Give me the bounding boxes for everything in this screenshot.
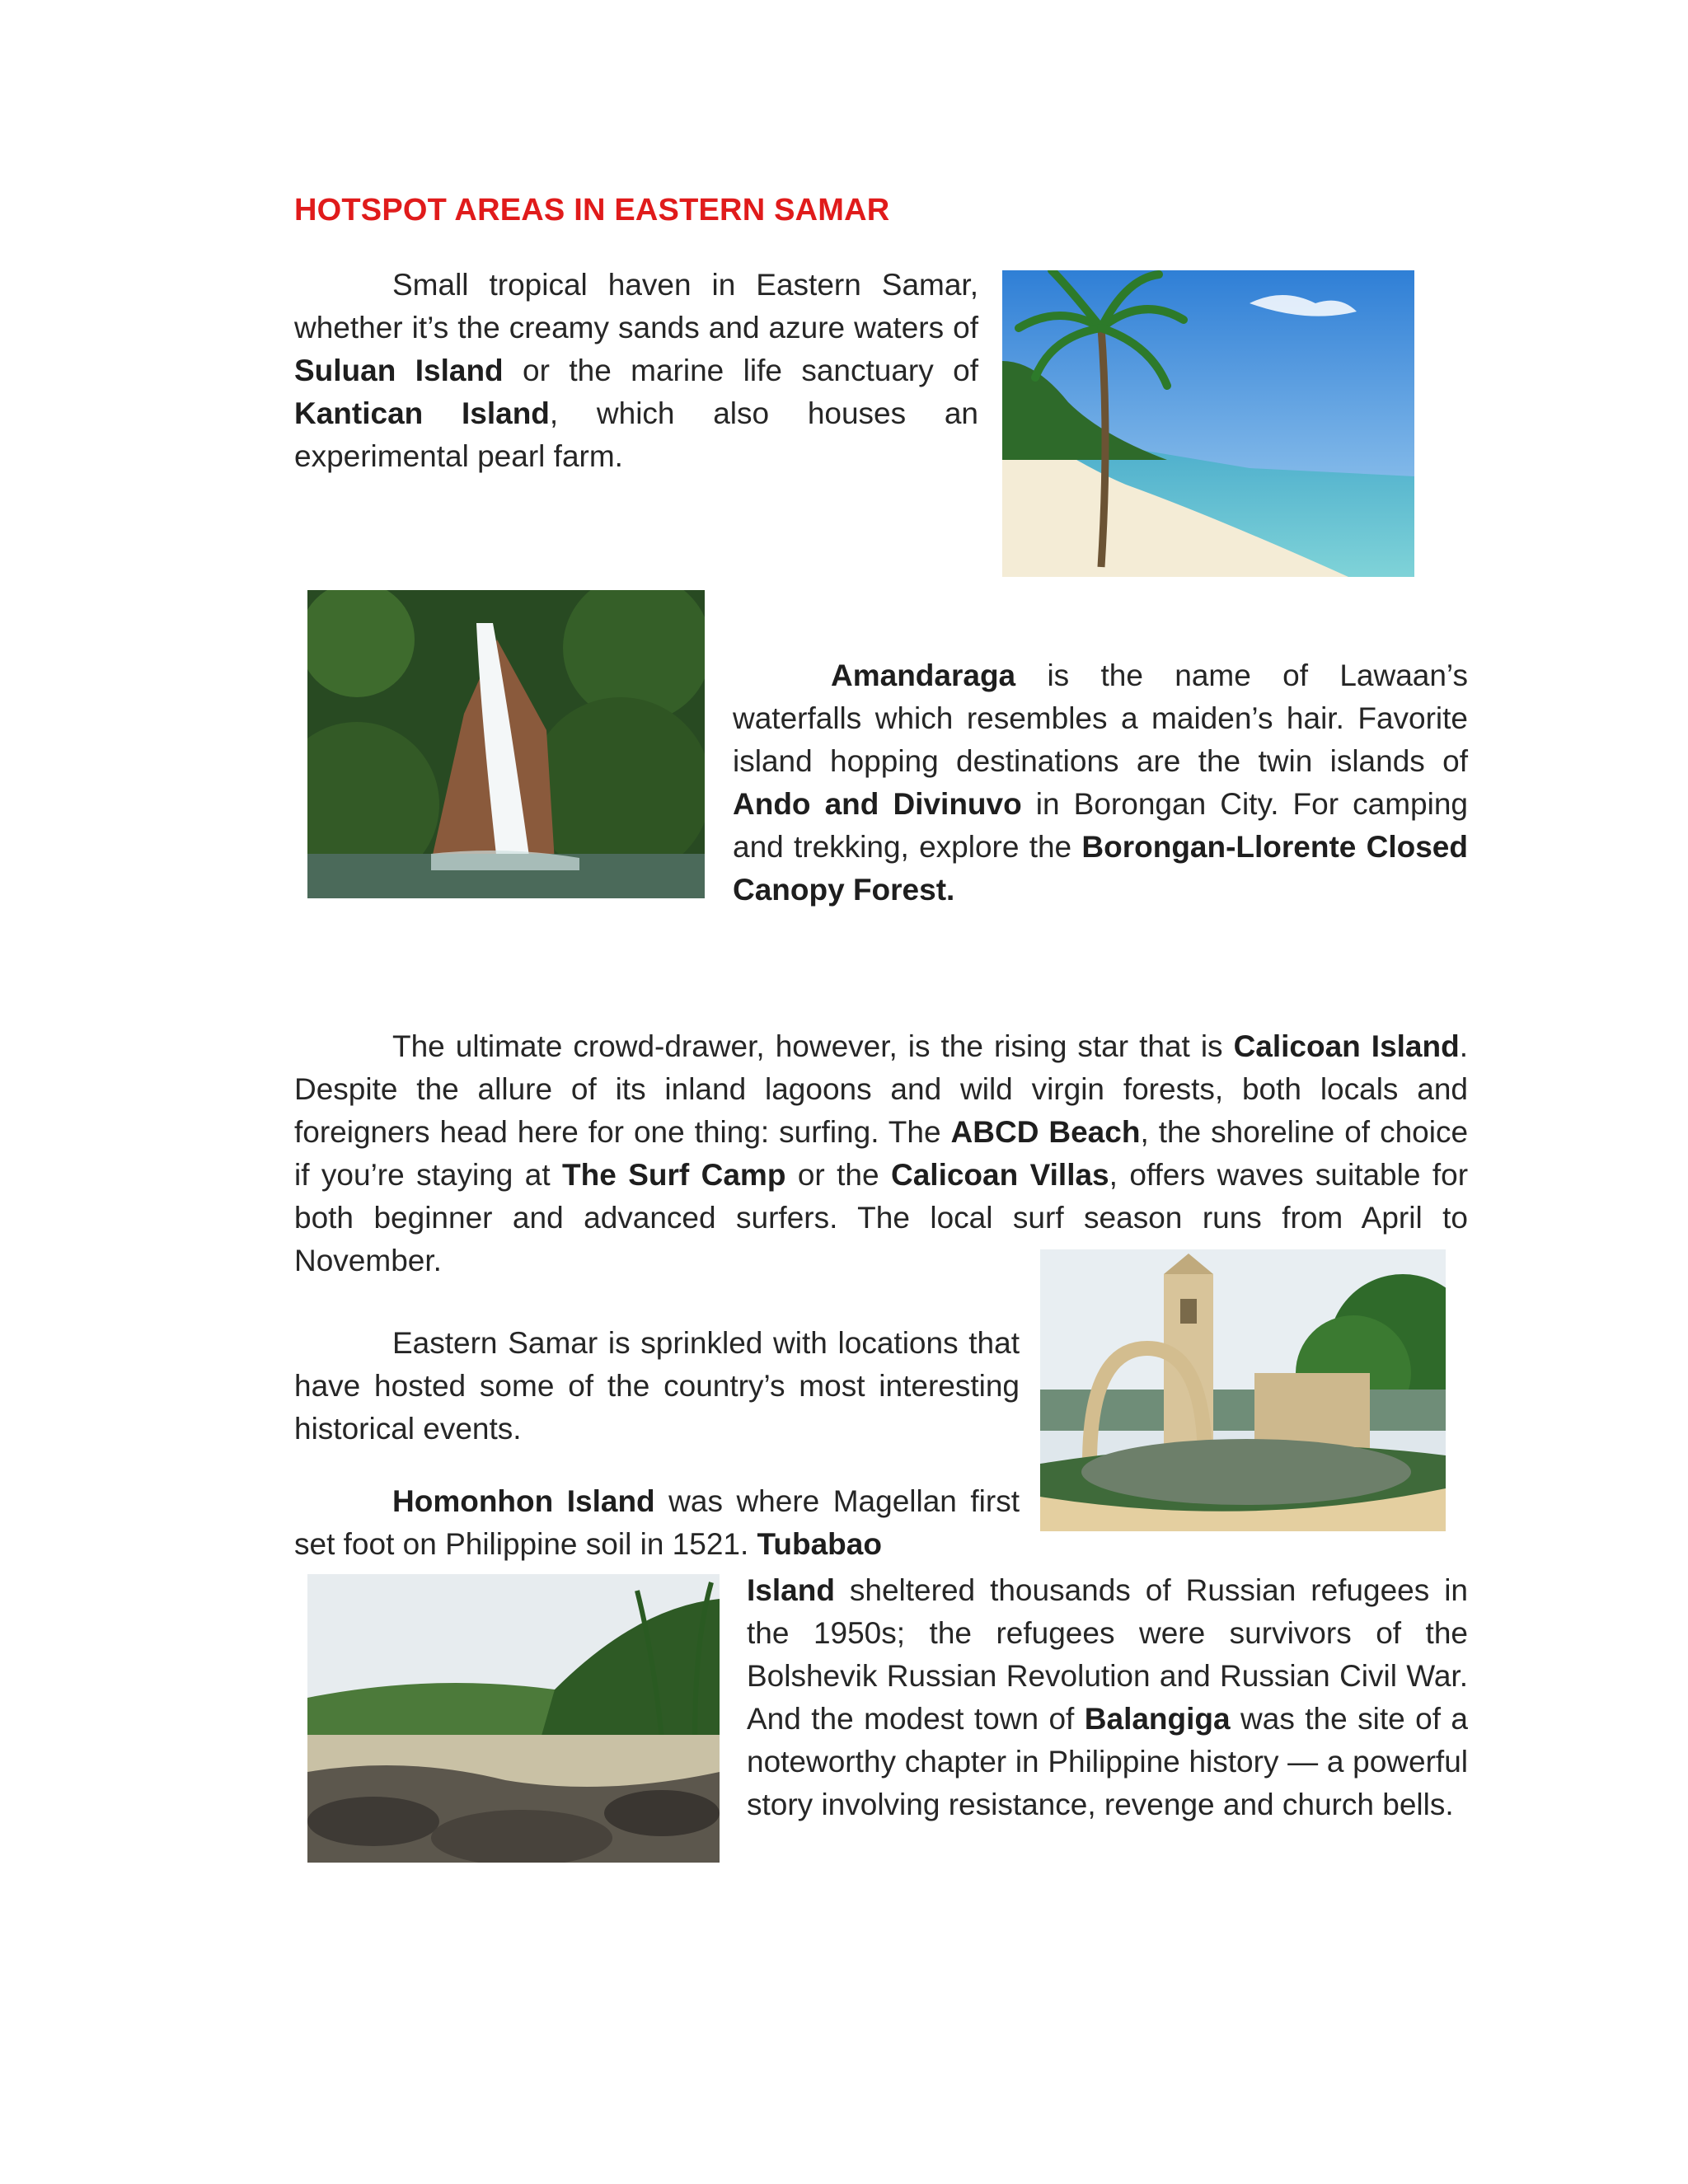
text-run: sheltered thousands of Russian refugees in the 1950s; the refugees were survivors of the Bolshevik Russian Revolution and Russian Civil War. And the modest town of <box>747 1573 1468 1736</box>
text-run: , which also houses an experimental pearl farm. <box>294 396 979 473</box>
text-run: Eastern Samar is sprinkled with locations that have hosted some of the country’s most interesting historical events. <box>294 1326 1020 1446</box>
bold-borongan-llorente-forest: Borongan-Llorente Closed Canopy Forest. <box>733 830 1468 907</box>
page-title: HOTSPOT AREAS IN EASTERN SAMAR <box>294 193 890 227</box>
balangiga-plaza-photo <box>1040 1249 1446 1531</box>
bold-abcd-beach: ABCD Beach <box>950 1115 1141 1149</box>
text-run: , offers waves suitable for both beginner and advanced surfers. The local surf season runs from April to November. <box>294 1158 1469 1277</box>
bold-amandaraga: Amandaraga <box>831 658 1016 692</box>
bold-suluan-island: Suluan Island <box>294 354 504 387</box>
text-run: . Despite the allure of its inland lagoons and wild virgin forests, both locals and foreigners head here for one thing: surfing. The <box>294 1029 1468 1149</box>
paragraph-amandaraga <box>733 654 1468 912</box>
bold-tubabao: Tubabao <box>757 1527 882 1561</box>
bold-homonhon-island: Homonhon Island <box>392 1484 655 1518</box>
text-run: or the marine life sanctuary of <box>503 354 978 387</box>
bold-surf-camp: The Surf Camp <box>562 1158 786 1192</box>
bold-calicoan-island: Calicoan Island <box>1233 1029 1460 1063</box>
bold-kantican-island: Kantican Island <box>294 396 550 430</box>
bold-balangiga: Balangiga <box>1084 1702 1231 1736</box>
text-run: or the <box>785 1158 891 1192</box>
bold-calicoan-villas: Calicoan Villas <box>891 1158 1109 1192</box>
text-run: , the shoreline of choice if you’re staying at <box>294 1115 1469 1192</box>
bold-island: Island <box>747 1573 835 1607</box>
waterfall-photo <box>307 590 705 898</box>
bold-ando-divinuvo: Ando and Divinuvo <box>733 787 1022 821</box>
text-run: in Borongan City. For camping and trekking, explore the <box>733 787 1468 864</box>
paragraph-tubabao-balangiga <box>747 1569 1468 1826</box>
paragraph-suluan <box>294 264 978 478</box>
paragraph-homonhon <box>294 1480 1020 1566</box>
text-run: is the name of Lawaan’s waterfalls which resembles a maiden’s hair. Favorite island hopping destinations are the twin islands of <box>733 658 1468 778</box>
rocky-shore-photo <box>307 1574 720 1863</box>
text-run: The ultimate crowd-drawer, however, is the rising star that is <box>392 1029 1234 1063</box>
paragraph-historical-events <box>294 1322 1020 1451</box>
text-run: Small tropical haven in Eastern Samar, whether it’s the creamy sands and azure waters of <box>294 268 978 344</box>
text-run: was where Magellan first set foot on Philippine soil in 1521. <box>294 1484 1020 1561</box>
beach-palm-photo <box>1002 270 1414 577</box>
paragraph-calicoan <box>294 1025 1468 1282</box>
text-run: was the site of a noteworthy chapter in Philippine history — a powerful story involving resistance, revenge and church bells. <box>747 1702 1468 1821</box>
